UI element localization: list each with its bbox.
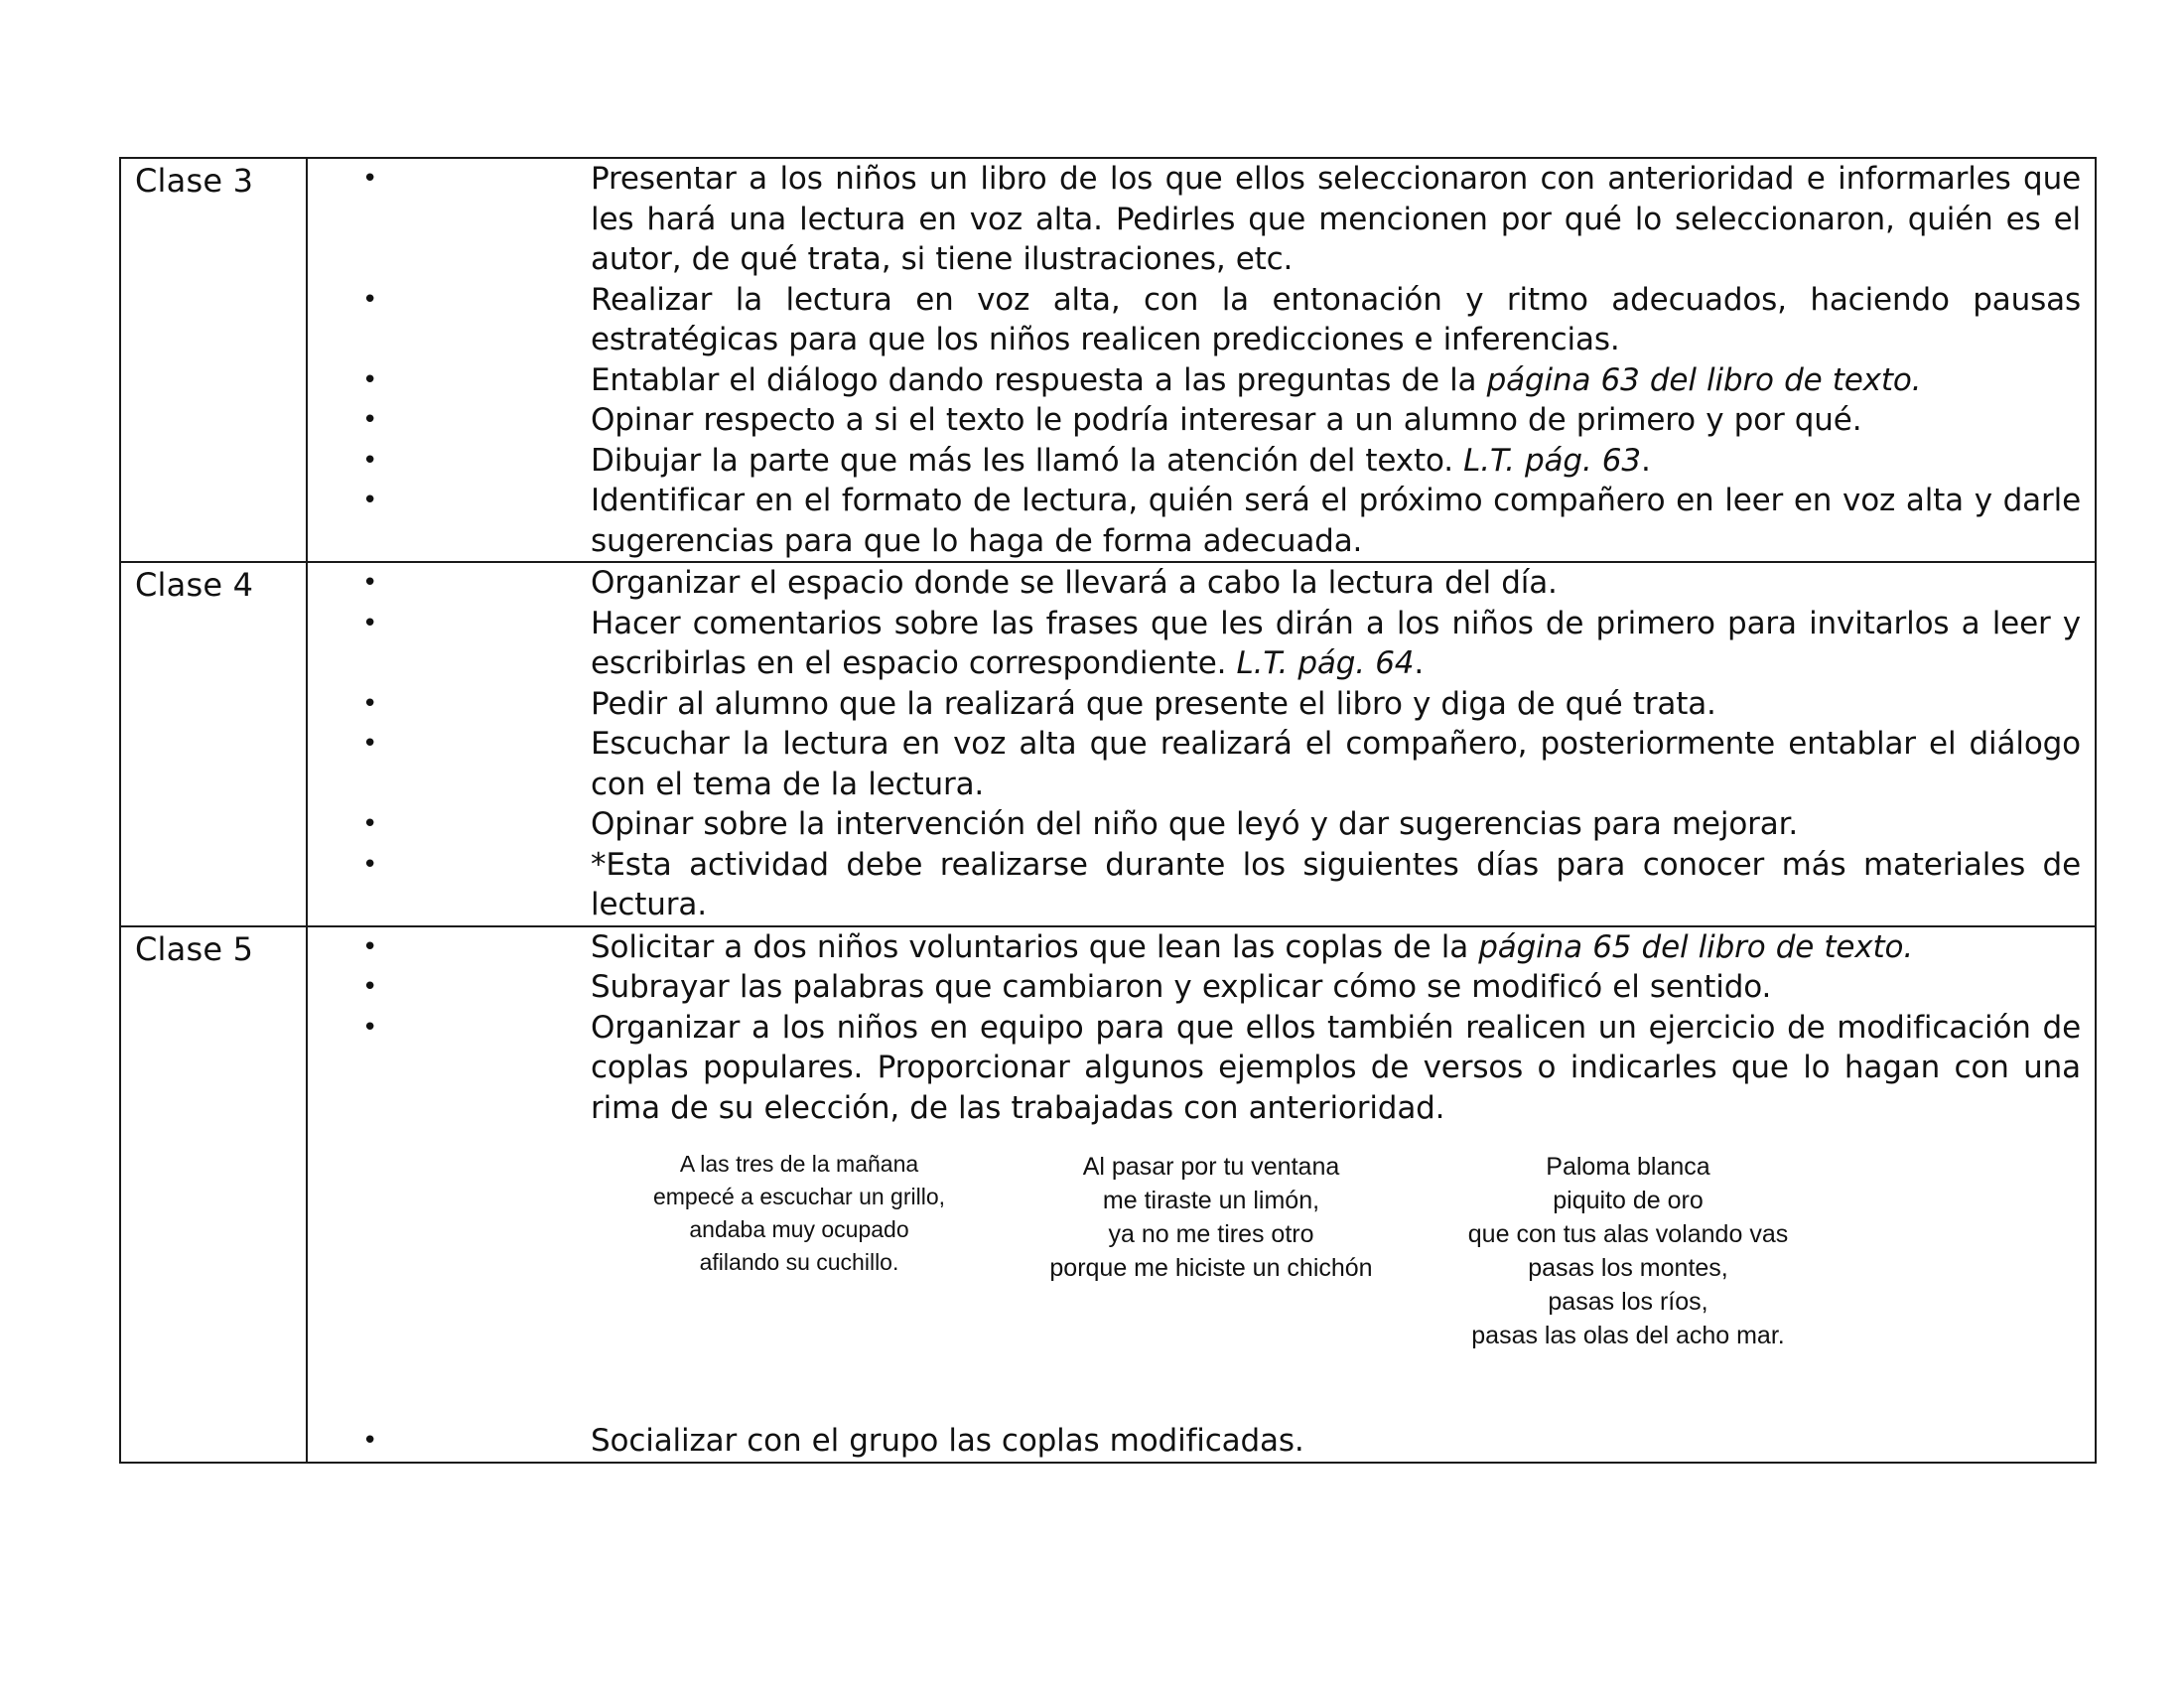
bullet-icon: • [362,445,378,476]
item-text: Realizar la lectura en voz alta, con la entonación y ritmo adecuados, haciendo pausas estratégicas para que los niños realicen predicciones e inferencias. [591,281,2081,357]
copla-limon: Al pasar por tu ventana me tiraste un limón, ya no me tires otro porque me hiciste un chichón [1049,1153,1373,1282]
bullet-icon: • [362,486,378,515]
row-content [307,926,2096,1463]
activity-list [308,927,2095,1129]
list-item [308,280,2081,360]
item-text: Solicitar a dos niños voluntarios que lean las coplas de la [591,928,1479,965]
list-item [308,967,2081,1008]
item-text: Hacer comentarios sobre las frases que les dirán a los niños de primero para invitarlos a leer y escribirlas en el espacio correspondiente. [591,605,2081,681]
bullet-icon: • [362,931,378,962]
list-item [308,360,2081,401]
table-row-clase-5 [120,926,2096,1463]
bullet-icon: • [362,364,378,395]
item-text: Opinar sobre la intervención del niño que leyó y dar sugerencias para mejorar. [591,806,1799,842]
list-item [308,804,2081,845]
item-reference: página 65 del libro de texto. [1478,928,1914,965]
list-item [308,684,2081,725]
item-text: Escuchar la lectura en voz alta que realizará el compañero, posteriormente entablar el diálogo con el tema de la lectura. [591,726,2081,802]
item-text: Presentar a los niños un libro de los que ellos seleccionaron con anterioridad e informarles que les hará una lectura en voz alta. Pedirles que mencionen por qué lo seleccionaron, quién es el autor, de qué trata, si tiene ilustraciones, etc. [591,161,2081,277]
item-text: *Esta actividad debe realizarse durante los siguientes días para conocer más materiales de lectura. [591,846,2081,922]
list-item [308,481,2081,561]
bullet-icon: • [362,1426,378,1456]
bullet-icon: • [362,405,378,435]
bullet-icon: • [362,568,378,598]
bullet-icon: • [362,284,378,315]
table-row-clase-3 [120,158,2096,562]
row-content [307,158,2096,562]
list-item [308,159,2081,280]
row-content [307,562,2096,926]
table-row-clase-4 [120,562,2096,926]
list-item [308,1008,2081,1129]
bullet-icon: • [362,164,378,194]
item-text: Organizar el espacio donde se llevará a cabo la lectura del día. [591,565,1558,601]
copla-grillo: A las tres de la mañana empecé a escuchar un grillo, andaba muy ocupado afilando su cuchillo. [652,1151,946,1275]
item-reference: L.T. pág. 63 [1463,442,1641,479]
list-item [308,927,2081,968]
row-label: Clase 4 [120,562,307,926]
lesson-plan-table [119,157,2097,1464]
list-item [308,724,2081,804]
activity-list-final [308,1421,2095,1462]
row-label: Clase 3 [120,158,307,562]
item-text: Pedir al alumno que la realizará que presente el libro y diga de qué trata. [591,685,1716,722]
item-text: Subrayar las palabras que cambiaron y explicar cómo se modificó el sentido. [591,969,1772,1005]
list-item [308,845,2081,925]
list-item [308,1421,2081,1462]
bullet-icon: • [362,608,378,638]
activity-list [308,159,2095,561]
bullet-icon: • [362,688,378,719]
bullet-icon: • [362,972,378,1002]
item-text: Opinar respecto a si el texto le podría interesar a un alumno de primero y por qué. [591,402,1862,438]
activity-list [308,563,2095,925]
list-item [308,563,2081,604]
item-text: Socializar con el grupo las coplas modificadas. [591,1423,1304,1459]
bullet-icon: • [362,809,378,839]
item-punctuation: . [1414,645,1425,681]
list-item [308,604,2081,684]
coplas-examples [308,1128,2095,1421]
item-reference: página 63 del libro de texto. [1486,361,1922,398]
bullet-icon: • [362,1012,378,1043]
item-reference: L.T. pág. 64 [1236,645,1415,681]
item-text: Entablar el diálogo dando respuesta a las preguntas de la [591,361,1487,398]
item-text: Dibujar la parte que más les llamó la atención del texto. [591,442,1464,479]
item-punctuation: . [1640,442,1651,479]
item-text: Identificar en el formato de lectura, quién será el próximo compañero en leer en voz alta y darle sugerencias para que lo haga de forma adecuada. [591,483,2081,559]
list-item [308,441,2081,482]
item-text: Organizar a los niños en equipo para que ellos también realicen un ejercicio de modificación de coplas populares. Proporcionar algunos ejemplos de versos o indicarles que lo hagan con una rima de su elección, de las trabajadas con anterioridad. [591,1009,2081,1126]
bullet-icon: • [362,849,378,880]
copla-paloma: Paloma blanca piquito de oro que con tus alas volando vas pasas los montes, pasas los ríos, pasas las olas del acho mar. [1467,1153,1789,1349]
bullet-icon: • [362,729,378,759]
row-label: Clase 5 [120,926,307,1463]
list-item [308,400,2081,441]
